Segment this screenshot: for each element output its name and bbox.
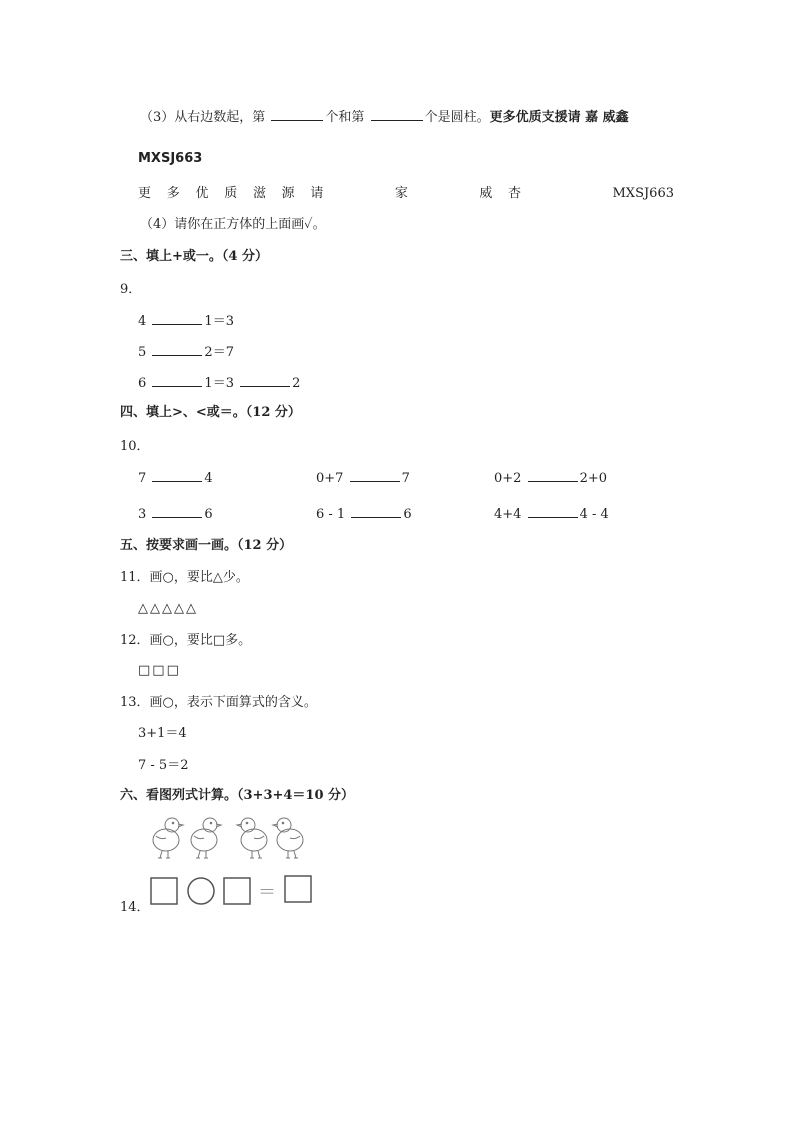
question-14-number: 14． [120,900,150,915]
promo-char: 威 [479,186,493,201]
expr-left: 0+2 [494,471,522,486]
q10-r2c1 [138,505,213,524]
answer-blank[interactable] [351,505,401,518]
answer-frame [148,874,318,908]
promo-char: 滋 [252,186,266,201]
promo-char: 杏 [508,186,522,201]
answer-blank[interactable] [152,505,202,518]
expr-left: 0+7 [316,471,344,486]
promo-char: 源 [281,186,295,201]
promo-char: 质 [224,186,238,201]
answer-box [224,878,250,904]
question-9-number: 9． [120,282,142,297]
expr-right: 2 [292,376,301,391]
q10-r2c2 [316,505,412,524]
answer-blank[interactable] [528,469,578,482]
operator-circle [188,878,214,904]
equation-2: 7 - 5＝2 [138,758,189,773]
promo-char: 更 [138,186,152,201]
answer-blank[interactable] [528,505,578,518]
promo-char: 家 [394,186,408,201]
expr-left: 5 [138,345,147,360]
section-5-title: 五、按要求画一画。（12 分） [120,538,293,553]
chick-icon [153,818,183,858]
expr-left: 7 [138,471,147,486]
chicks-illustration [146,812,316,862]
expr-mid: 1＝3 [204,376,234,391]
triangle-row: △△△△△ [138,601,198,616]
expr-right: 4 - 4 [579,507,609,522]
expr-right: 4 [204,471,213,486]
q9-item-1 [138,312,234,331]
section-6-title: 六、看图列式计算。（3+3+4＝10 分） [120,788,355,803]
section-4-title: 四、填上>、<或＝。（12 分） [120,405,301,420]
q10-r1c1 [138,469,213,488]
chick-icon [237,818,267,858]
q10-r2c3 [494,505,609,524]
answer-blank[interactable] [152,343,202,356]
promo-char: 多 [166,186,180,201]
question-12: 12．画○，要比□多。 [120,633,252,648]
answer-box [285,876,311,902]
expr-right: 2＝7 [204,345,234,360]
promo-text: 更多优质支援请 嘉 威鑫 [489,110,629,125]
expr-left: 6 - 1 [316,507,346,522]
chick-icon [191,818,221,858]
section-3-title: 三、填上+或一。（4 分） [120,249,268,264]
answer-blank[interactable] [152,374,202,387]
expr-left: 4 [138,314,147,329]
q8-3-mid: 个和第 [325,110,365,125]
question-13: 13．画○，表示下面算式的含义。 [120,695,317,710]
answer-blank[interactable] [240,374,290,387]
chick-icon [273,818,303,858]
promo-code: MXSJ663 [612,186,674,201]
q9-item-2 [138,343,234,362]
answer-blank[interactable] [350,469,400,482]
question-8-3 [140,108,629,127]
answer-blank[interactable] [152,469,202,482]
expr-left: 6 [138,376,147,391]
promo-char: 优 [195,186,209,201]
question-11: 11．画○，要比△少。 [120,570,249,585]
equals-sign: ＝ [258,882,276,903]
square-row: □□□ [138,663,181,678]
answer-blank[interactable] [271,108,323,121]
answer-box [151,878,177,904]
expr-left: 4+4 [494,507,522,522]
watermark-code: MXSJ663 [138,151,203,166]
promo-line [138,185,674,203]
expr-left: 3 [138,507,147,522]
q10-r1c2 [316,469,410,488]
answer-blank[interactable] [371,108,423,121]
q9-item-3 [138,374,300,393]
expr-right: 2+0 [579,471,608,486]
expr-right: 6 [403,507,412,522]
question-8-4: （4）请你在正方体的上面画✓。 [140,217,326,232]
expr-right: 6 [204,507,213,522]
q8-3-prefix: （3）从右边数起，第 [140,110,266,125]
equation-1: 3+1＝4 [138,726,187,741]
expr-right: 1＝3 [204,314,234,329]
q10-r1c3 [494,469,607,488]
promo-char: 请 [310,186,324,201]
q8-3-suffix: 个是圆柱。 [424,110,490,125]
expr-right: 7 [401,471,410,486]
answer-blank[interactable] [152,312,202,325]
question-10-number: 10． [120,439,150,454]
